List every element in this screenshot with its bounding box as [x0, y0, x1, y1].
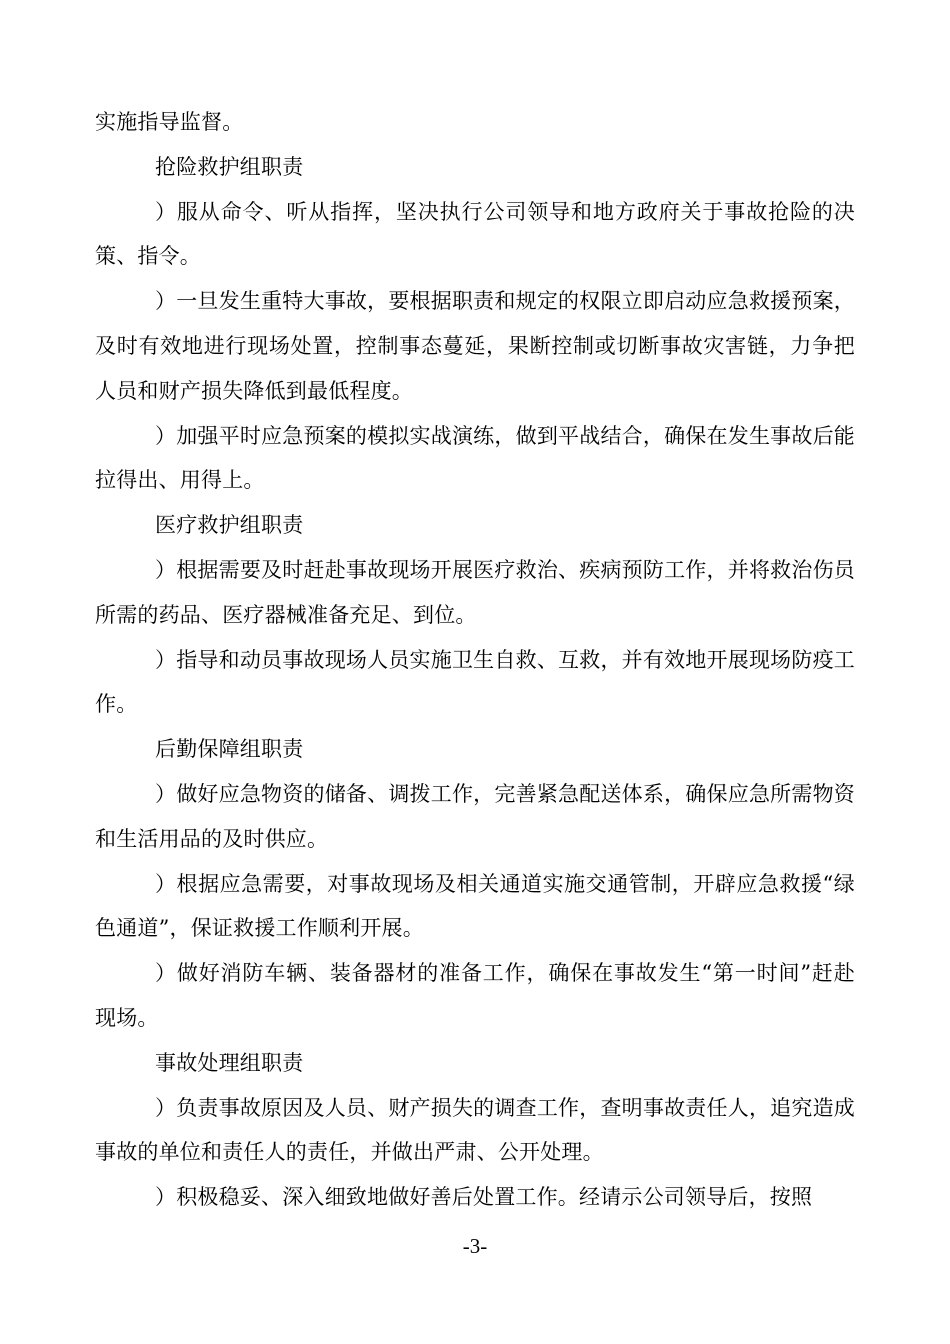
- paragraph: ）负责事故原因及人员、财产损失的调查工作，查明事故责任人，追究造成事故的单位和责任人的责任，并做出严肃、公开处理。: [95, 1095, 855, 1165]
- paragraph: ）指导和动员事故现场人员实施卫生自救、互救，并有效地开展现场防疫工作。: [95, 647, 855, 717]
- page-number: -3-: [462, 1234, 488, 1258]
- section-heading: 事故处理组职责: [155, 1050, 304, 1075]
- paragraph: ）做好应急物资的储备、调拨工作，完善紧急配送体系，确保应急所需物资和生活用品的及时供应。: [95, 781, 855, 851]
- paragraph: ）服从命令、听从指挥，坚决执行公司领导和地方政府关于事故抢险的决策、指令。: [95, 199, 855, 269]
- paragraph: ）一旦发生重特大事故，要根据职责和规定的权限立即启动应急救援预案，及时有效地进行现场处置，控制事态蔓延，果断控制或切断事故灾害链，力争把人员和财产损失降低到最低程度。: [95, 289, 855, 403]
- paragraph: ）积极稳妥、深入细致地做好善后处置工作。经请示公司领导后，按照: [155, 1185, 813, 1210]
- paragraph: 实施指导监督。: [95, 110, 244, 134]
- paragraph: ）加强平时应急预案的模拟实战演练，做到平战结合，确保在发生事故后能拉得出、用得上。: [95, 423, 855, 493]
- section-heading: 医疗救护组职责: [155, 513, 304, 538]
- body-text: [95, 100, 855, 1220]
- paragraph: ）根据需要及时赶赴事故现场开展医疗救治、疾病预防工作，并将救治伤员所需的药品、医疗器械准备充足、到位。: [95, 557, 855, 627]
- paragraph: ）做好消防车辆、装备器材的准备工作，确保在事故发生“第一时间”赶赴现场。: [95, 961, 855, 1030]
- section-heading: 后勤保障组职责: [155, 737, 304, 762]
- section-heading: 抢险救护组职责: [155, 154, 304, 179]
- paragraph: ）根据应急需要，对事故现场及相关通道实施交通管制，开辟应急救援“绿色通道”，保证救援工作顺利开展。: [95, 871, 855, 941]
